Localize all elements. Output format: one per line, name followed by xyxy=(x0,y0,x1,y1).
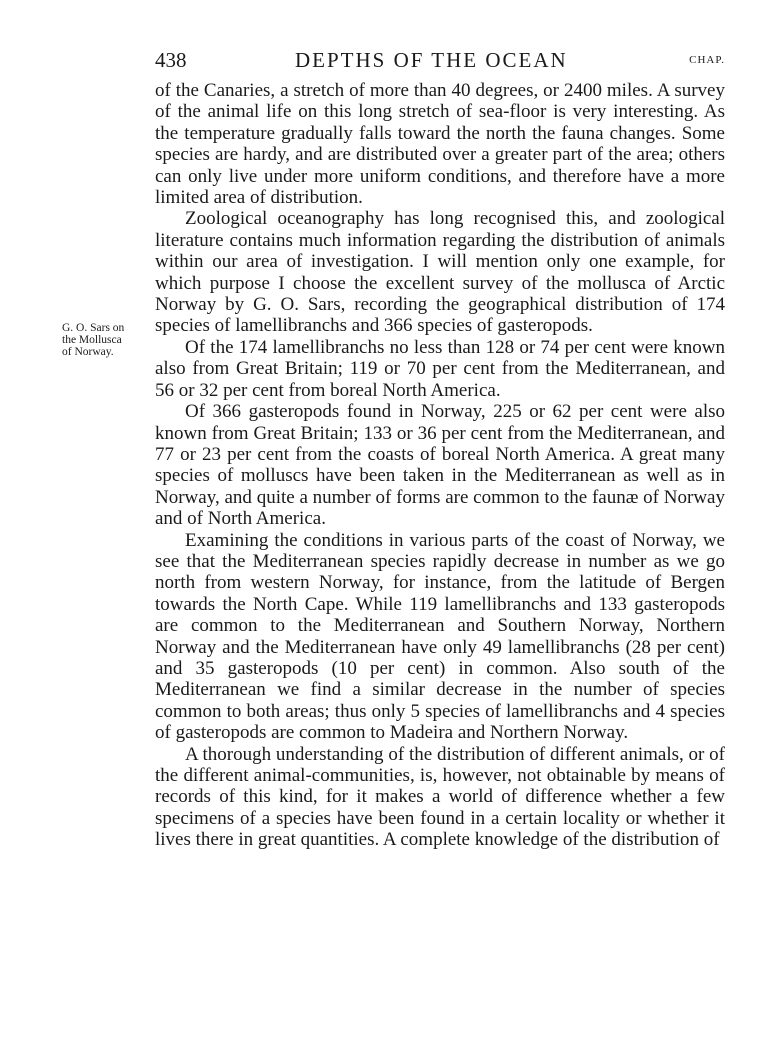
body-text xyxy=(155,80,725,851)
paragraph: A thorough understanding of the distribution of different animals, or of the different animal-communities, is, however, not obtainable by means of records of this kind, for it makes a world of difference whether a few specimens of a species have been found in a certain locality or whether it lives there in great quantities. A complete knowledge of the distribution of xyxy=(155,743,725,851)
running-head: DEPTHS OF THE OCEAN xyxy=(295,48,568,72)
sidenote-line: G. O. Sars on xyxy=(62,322,125,334)
sidenote-line: of Norway. xyxy=(62,346,114,358)
page-header xyxy=(155,48,725,78)
paragraph-continuation: of the Canaries, a stretch of more than 40 degrees, or 2400 miles. A survey of the animal life on this long stretch of sea-floor is very interesting. As the temperature gradually falls toward the north the fauna changes. Some species are hardy, and are distributed over a greater part of the area; others can only live under more uniform conditions, and therefore have a more limited area of distribution. xyxy=(155,80,725,209)
page-number: 438 xyxy=(155,48,187,72)
margin-sidenote xyxy=(62,322,152,358)
paragraph: Of 366 gasteropods found in Norway, 225 or 62 per cent were also known from Great Britain; 133 or 36 per cent from the Mediterranean, and 77 or 23 per cent from the coasts of boreal North America. A great many species of molluscs have been taken in the Mediterranean as well as in Norway, and quite a number of forms are common to the faunæ of Norway and of North America. xyxy=(155,401,725,530)
paragraph: Of the 174 lamellibranchs no less than 128 or 74 per cent were known also from Great Britain; 119 or 70 per cent from the Mediterranean, and 56 or 32 per cent from boreal North America. xyxy=(155,336,725,401)
paragraph: Examining the conditions in various parts of the coast of Norway, we see that the Mediterranean species rapidly decrease in number as we go north from western Norway, for instance, from the latitude of Bergen towards the North Cape. While 119 lamellibranchs and 133 gasteropods are common to the Mediterranean and Southern Norway, Northern Norway and the Mediterranean have only 49 lamellibranchs (28 per cent) and 35 gasteropods (10 per cent) in common. Also south of the Mediterranean we find a similar decrease in the number of species common to both areas; thus only 5 species of lamellibranchs and 4 species of gasteropods are common to Madeira and Northern Norway. xyxy=(155,529,725,744)
sidenote-line: the Mollusca xyxy=(62,334,122,346)
paragraph: Zoological oceanography has long recognised this, and zoological literature contains much information regarding the distribution of animals within our area of investigation. I will mention only one example, for which purpose I choose the excellent survey of the mollusca of Arctic Norway by G. O. Sars, recording the geographical distribution of 174 species of lamellibranchs and 366 species of gasteropods. xyxy=(155,208,725,337)
chapter-mark: CHAP. xyxy=(689,54,725,66)
